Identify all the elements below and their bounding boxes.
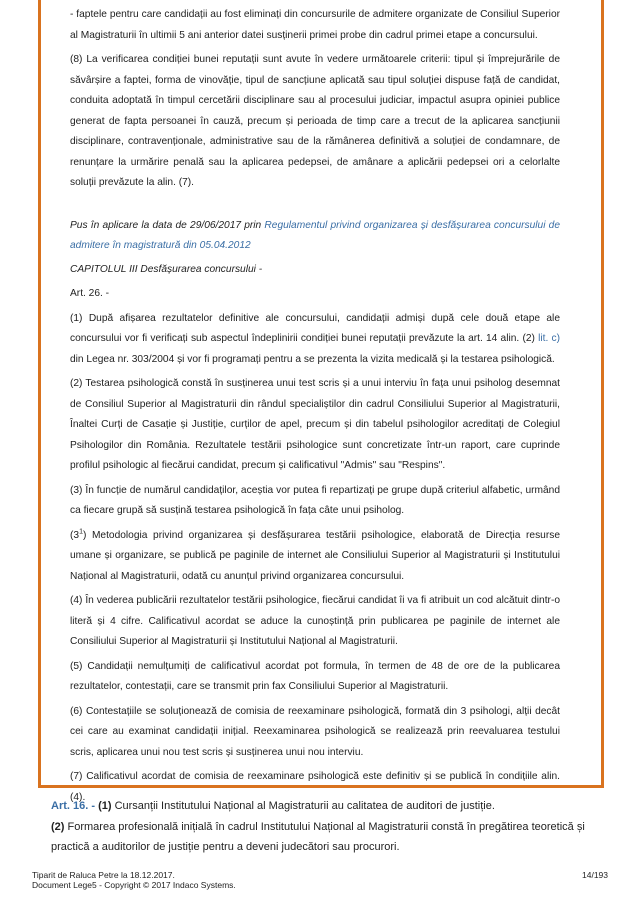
applied-note xyxy=(70,216,560,257)
art-16-alin-1 xyxy=(51,796,596,817)
art-16-alin-1-text: Cursanții Institutului Național al Magistraturii au calitatea de auditori de justiție. xyxy=(111,800,495,812)
alin-1-suffix: din Legea nr. 303/2004 și vor fi programați pentru a se prezenta la vizita medicală și la testarea psihologică. xyxy=(70,353,555,365)
paragraph-8: (8) La verificarea condiției bunei reputații sunt avute în vedere următoarele criterii: tipul și împrejurările de săvârșire a faptei, forma de vinovăție, tipul de sancțiune aplicată sau tipul soluției dispuse față de candidat, conduita adoptată în timpul cercetării disciplinare sau al procesului judiciar, impactul asupra opiniei publice generat de fapta persoanei în cauză, precum și perioada de timp care a trecut de la aplicarea sancțiunii disciplinare, contravenționale, administrative sau de la rămânerea definitivă a soluției de condamnare, de renunțare la urmărire penală sau la aplicarea pedepsei, de amânare a aplicării pedepsei ori a celorlalte soluții prevăzute la alin. (7). xyxy=(70,54,560,188)
art-26-alin-4: (4) În vederea publicării rezultatelor testării psihologice, fiecărui candidat îi va fi atribuit un cod alcătuit dintr-o literă și 4 cifre. Calificativul acordat se aduce la cunoștință prin publicarea pe paginile de internet ale Consiliului Superior al Magistraturii și Institutului Național al Magistraturii. xyxy=(70,595,560,647)
art-26-alin-5: (5) Candidații nemulțumiți de calificativul acordat pot formula, în termen de 48 de ore de la publicarea rezultatelor, contestații, care se transmit prin fax Consiliului Superior al Magistraturii. xyxy=(70,660,560,692)
regulament-link[interactable]: Regulamentul privind organizarea și desfășurarea concursului de admitere în magistratură din 05.04.2012 xyxy=(70,219,560,251)
applied-prefix: Pus în aplicare la data de 29/06/2017 prin xyxy=(70,219,265,231)
art-16-alin-2-num: (2) xyxy=(51,820,65,833)
alin-1-prefix: (1) După afișarea rezultatelor definitive ale concursului, candidații admiși după cele două etape ale concursului vor fi verificați sub aspectul îndeplinirii condiției bunei reputații prevăzute la art. 14 alin. (2) xyxy=(70,312,560,344)
art-16-alin-2-text: Formarea profesională inițială în cadrul Institutului Național al Magistraturii constă în pregătirea teoretică și practică a auditorilor de justiție pentru a deveni judecători sau procurori. xyxy=(51,820,585,853)
art-16-alin-1-num: (1) xyxy=(98,800,112,812)
art-26-alin-2: (2) Testarea psihologică constă în susținerea unui test scris și a unui interviu în fața unui psiholog desemnat de Consiliul Superior al Magistraturii din rândul specialiștilor din cadrul Consiliului Superior al Magistraturii, Înaltei Curți de Casație și Justiție, curților de apel, precum și din tabelul psihologilor acreditați de Colegiul Psihologilor din România. Rezultatele testării psihologice sunt concretizate într-un raport, care cuprinde profilul psihologic al fiecărui candidat, precum și calificativul "Admis" sau "Respins". xyxy=(70,378,560,471)
chapter-heading: CAPITOLUL III Desfășurarea concursului - xyxy=(70,263,263,275)
footer-copyright: Document Lege5 - Copyright © 2017 Indaco Systems. xyxy=(32,880,236,890)
alin-3-1-sup: 1 xyxy=(79,528,83,536)
art-26-alin-3: (3) În funcție de numărul candidaților, aceștia vor putea fi repartizați pe grupe după criteriul alfabetic, urmând ca fiecare grupă să susțină testarea psihologică în fața câte unui psiholog. xyxy=(70,484,560,516)
alin-3-1-pre: (3 xyxy=(70,529,80,541)
art-16-label[interactable]: Art. 16. - xyxy=(51,800,96,812)
art-26-alin-6: (6) Contestațiile se soluționează de comisia de reexaminare psihologică, formată din 3 psihologi, alții decât cei care au examinat candidații inițial. Reexaminarea psihologică se realizează prin reevaluarea testului scris, aplicarea unui nou test scris și susținerea unui nou interviu. xyxy=(70,705,560,758)
alin-3-1-text: ) Metodologia privind organizarea și desfășurarea testării psihologice, elaborată de Direcția resurse umane și organizare, se publică pe paginile de internet ale Consiliului Superior al Magistraturii și Institutului Național al Magistraturii, odată cu anunțul privind organizarea concursului. xyxy=(70,529,560,582)
lit-c-link[interactable]: lit. c) xyxy=(538,333,560,344)
spacer xyxy=(70,197,560,216)
page-number: 14/193 xyxy=(582,870,608,880)
footer-printed-by: Tiparit de Raluca Petre la 18.12.2017. xyxy=(32,870,175,880)
art-26-heading: Art. 26. - xyxy=(70,288,110,299)
art-16 xyxy=(51,796,596,858)
art-26-alin-3-1 xyxy=(70,526,560,588)
page-footer xyxy=(32,870,608,890)
art-26-alin-7: (7) Calificativul acordat de comisia de reexaminare psihologică este definitiv și se publică în condițiile alin. (4). xyxy=(70,771,560,803)
paragraph-fapte: - faptele pentru care candidații au fost eliminați din concursurile de admitere organizate de Consiliul Superior al Magistraturii în ultimii 5 ani anterior datei susținerii primei probe din cadrul primei etape a concursului. xyxy=(70,9,560,41)
art-26-alin-1 xyxy=(70,309,560,371)
quoted-content xyxy=(70,5,560,811)
art-16-alin-2 xyxy=(51,817,596,858)
